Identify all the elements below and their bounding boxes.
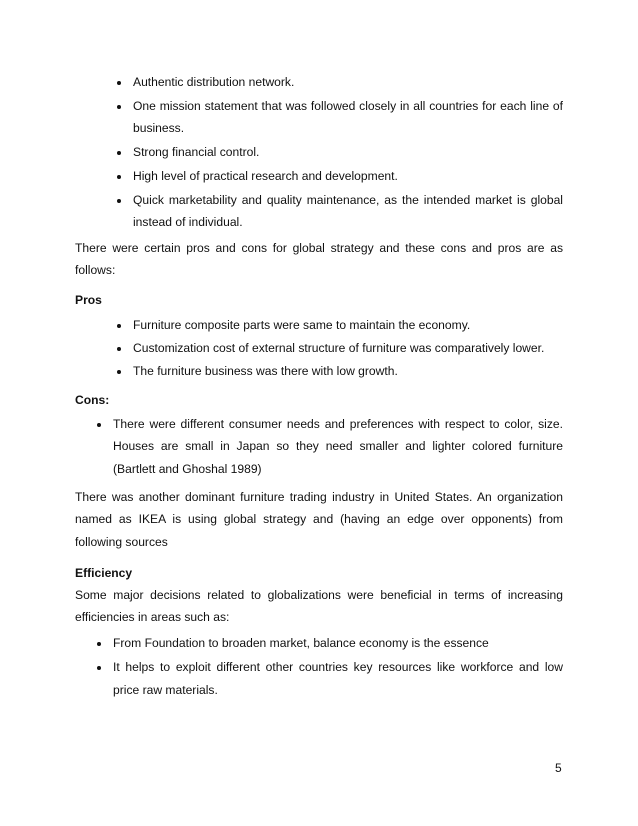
list-item: High level of practical research and development.: [133, 165, 563, 187]
cons-list: [113, 413, 563, 480]
list-item: From Foundation to broaden market, balance economy is the essence: [113, 632, 563, 654]
bullet-icon: [97, 423, 101, 427]
bullet-icon: [117, 81, 121, 85]
list-item: Furniture composite parts were same to maintain the economy.: [133, 314, 563, 336]
list-item: Strong financial control.: [133, 141, 563, 163]
list-item: It helps to exploit different other countries key resources like workforce and low price raw materials.: [113, 656, 563, 701]
cons-heading: Cons:: [75, 393, 110, 407]
list-item: The furniture business was there with low growth.: [133, 360, 563, 382]
bullet-icon: [97, 642, 101, 646]
bullet-icon: [117, 199, 121, 203]
strengths-list: [133, 71, 563, 235]
bullet-icon: [117, 324, 121, 328]
bullet-icon: [97, 666, 101, 670]
pros-list: [133, 314, 563, 384]
bullet-icon: [117, 370, 121, 374]
list-item: Quick marketability and quality maintenance, as the intended market is global instead of individual.: [133, 189, 563, 234]
bullet-icon: [117, 151, 121, 155]
efficiency-list: [113, 632, 563, 703]
pros-cons-intro-paragraph: There were certain pros and cons for global strategy and these cons and pros are as follows:: [75, 241, 563, 278]
bullet-icon: [117, 175, 121, 179]
pros-heading: Pros: [75, 293, 102, 307]
efficiency-heading: Efficiency: [75, 566, 133, 580]
efficiency-paragraph: Some major decisions related to globalizations were beneficial in terms of increasing efficiencies in areas such as:: [75, 588, 563, 625]
list-item: Customization cost of external structure of furniture was comparatively lower.: [133, 337, 563, 359]
list-item: Authentic distribution network.: [133, 71, 563, 93]
list-item: One mission statement that was followed closely in all countries for each line of business.: [133, 95, 563, 140]
page-number: 5: [555, 761, 562, 775]
list-item: There were different consumer needs and preferences with respect to color, size. Houses are small in Japan so they need smaller and lighter colored furniture (Bartlett and Ghoshal 1989): [113, 413, 563, 480]
bullet-icon: [117, 347, 121, 351]
ikea-paragraph: There was another dominant furniture trading industry in United States. An organization named as IKEA is using global strategy and (having an edge over opponents) from following sources: [75, 490, 563, 549]
bullet-icon: [117, 105, 121, 109]
